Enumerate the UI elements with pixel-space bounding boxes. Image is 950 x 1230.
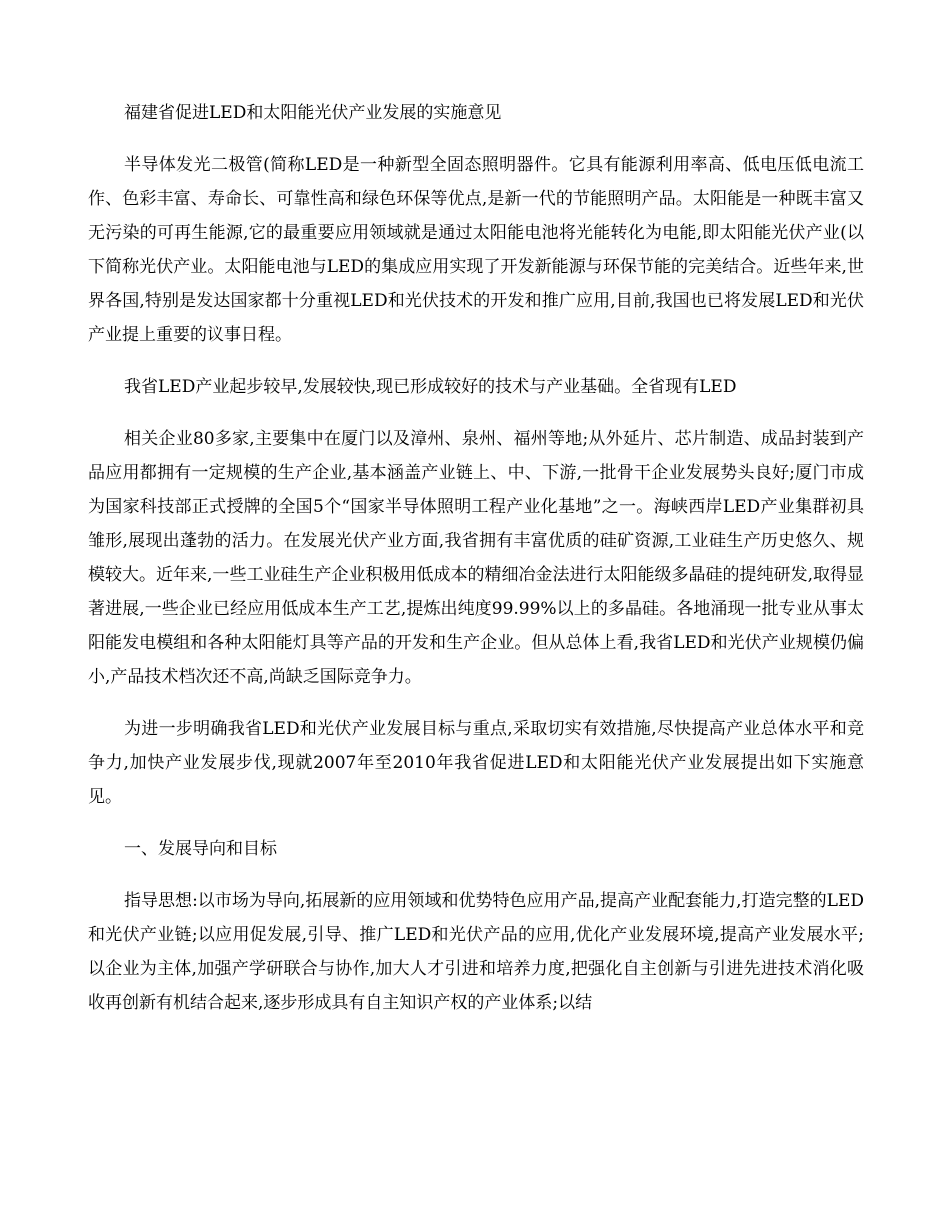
document-title: 福建省促进LED和太阳能光伏产业发展的实施意见	[124, 103, 502, 123]
paragraph-guiding-principles: 指导思想:以市场为导向,拓展新的应用领域和优势特色应用产品,提高产业配套能力,打造完整的LED和光伏产业链;以应用促发展,引导、推广LED和光伏产品的应用,优化产业发展环境,提高产业发展水平;以企业为主体,加强产学研联合与协作,加大人才引进和培养力度,把强化自主创新与引进先进技术消化吸收再创新有机结合起来,逐步形成具有自主知识产权的产业体系;以结	[88, 891, 864, 1013]
paragraph-led-overview: 我省LED产业起步较早,发展较快,现已形成较好的技术与产业基础。全省现有LED	[124, 377, 737, 397]
paragraph-industry-status: 相关企业80多家,主要集中在厦门以及漳州、泉州、福州等地;从外延片、芯片制造、成品封装到产品应用都拥有一定规模的生产企业,基本涵盖产业链上、中、下游,一批骨干企业发展势头良好;厦门市成为国家科技部正式授牌的全国5个“国家半导体照明工程产业化基地”之一。海峡西岸LED产业集群初具雏形,展现出蓬勃的活力。在发展光伏产业方面,我省拥有丰富优质的硅矿资源,工业硅生产历史悠久、规模较大。近年来,一些工业硅生产企业积极用低成本的精细冶金法进行太阳能级多晶硅的提纯研发,取得显著进展,一些企业已经应用低成本生产工艺,提炼出纯度99.99%以上的多晶硅。各地涌现一批专业从事太阳能发电模组和各种太阳能灯具等产品的开发和生产企业。但从总体上看,我省LED和光伏产业规模仍偏小,产品技术档次还不高,尚缺乏国际竞争力。	[88, 429, 864, 687]
section-heading-goals: 一、发展导向和目标	[124, 839, 277, 859]
paragraph-intro: 半导体发光二极管(简称LED是一种新型全固态照明器件。它具有能源利用率高、低电压低电流工作、色彩丰富、寿命长、可靠性高和绿色环保等优点,是新一代的节能照明产品。太阳能是一种既丰富又无污染的可再生能源,它的最重要应用领域就是通过太阳能电池将光能转化为电能,即太阳能光伏产业(以下简称光伏产业。太阳能电池与LED的集成应用实现了开发新能源与环保节能的完美结合。近些年来,世界各国,特别是发达国家都十分重视LED和光伏技术的开发和推广应用,目前,我国也已将发展LED和光伏产业提上重要的议事日程。	[88, 155, 864, 345]
document-body	[88, 96, 864, 1038]
paragraph-purpose: 为进一步明确我省LED和光伏产业发展目标与重点,采取切实有效措施,尽快提高产业总体水平和竞争力,加快产业发展步伐,现就2007年至2010年我省促进LED和太阳能光伏产业发展提出如下实施意见。	[88, 719, 864, 807]
